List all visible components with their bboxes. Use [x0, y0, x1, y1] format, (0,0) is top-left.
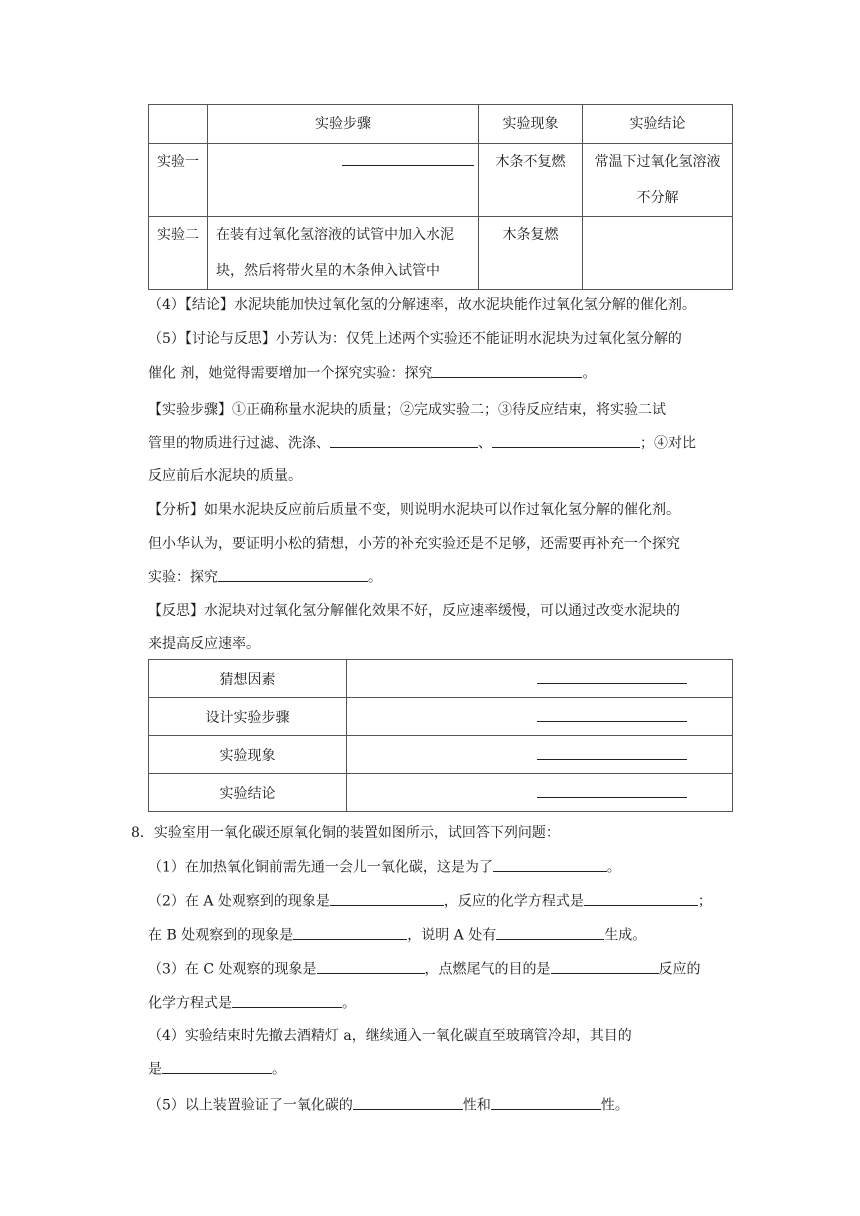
text-span: ，点燃尾气的目的是 [424, 961, 551, 978]
row-label: 猜想因素 [149, 660, 347, 698]
blank-cell [347, 774, 733, 812]
row-label: 实验结论 [149, 774, 347, 812]
answer-blank[interactable] [293, 924, 407, 940]
text-span: 是 [148, 1061, 162, 1078]
paragraph-conclusion: （4）【结论】水泥块能加快过氧化氢的分解速率，故水泥块能作过氧化氢分解的催化剂。 [148, 297, 696, 313]
question-8-part-4: （4）实验结束时先撤去酒精灯 a，继续通入一氧化碳直至玻璃管冷却，其目的 [148, 1028, 632, 1044]
blank-cell [347, 698, 733, 736]
step-line: 块，然后将带火星的木条伸入试管中 [216, 263, 440, 279]
experiment-table [148, 104, 733, 290]
answer-blank[interactable] [537, 745, 687, 761]
text-span: 生成。 [604, 927, 647, 944]
text-span: 反应的 [658, 961, 701, 978]
answer-blank[interactable] [317, 958, 425, 974]
phenomenon-cell: 木条复燃 [479, 217, 583, 290]
text-span: （5）以上装置验证了一氧化碳的 [148, 1097, 353, 1114]
table-row [149, 698, 733, 736]
answer-blank[interactable] [491, 1094, 601, 1110]
conclusion-cell [583, 144, 733, 217]
answer-blank[interactable] [496, 924, 604, 940]
text-span: 化学方程式是 [148, 995, 232, 1012]
text-span: 。 [606, 859, 621, 876]
table-row [149, 774, 733, 812]
text-span: ； [697, 893, 712, 910]
answer-blank[interactable] [342, 150, 474, 166]
text-span: （1）在加热氧化铜前需先通一会儿一氧化碳，这是为了 [148, 859, 493, 876]
answer-blank[interactable] [162, 1058, 272, 1074]
row-label: 实验现象 [149, 736, 347, 774]
paragraph-steps-cont [148, 432, 696, 453]
table-row [149, 736, 733, 774]
table-header-cell [149, 105, 208, 144]
table-row [149, 217, 733, 290]
step-cell [208, 217, 479, 290]
question-8-part-3 [148, 958, 701, 979]
text-span: ；④对比 [640, 435, 696, 452]
question-8-part-4-cont [148, 1058, 286, 1079]
answer-blank[interactable] [218, 566, 368, 582]
step-line: 在装有过氧化氢溶液的试管中加入水泥 [216, 227, 454, 243]
design-table [148, 659, 733, 812]
text-span: （3）在 C 处观察的现象是 [148, 961, 317, 978]
row-label: 实验二 [149, 217, 208, 290]
text-span: ，反应的化学方程式是 [443, 893, 584, 910]
table-header-cell: 实验结论 [583, 105, 733, 144]
paragraph-reflection: 【反思】水泥块对过氧化氢分解催化效果不好，反应速率缓慢，可以通过改变水泥块的 [148, 603, 680, 619]
paragraph-steps-end: 反应前后水泥块的质量。 [148, 468, 302, 484]
answer-blank[interactable] [584, 890, 698, 906]
table-header-row [149, 105, 733, 144]
text-span: 、 [478, 435, 492, 452]
question-8-part-2 [148, 890, 712, 911]
paragraph-analysis-end [148, 566, 382, 587]
row-label: 实验一 [149, 144, 208, 217]
paragraph-analysis: 【分析】如果水泥块反应前后质量不变，则说明水泥块可以作过氧化氢分解的催化剂。 [148, 502, 680, 518]
text-span: 催化 剂，她觉得需要增加一个探究实验：探究 [148, 365, 433, 382]
paragraph-reflection-cont: 来提高反应速率。 [148, 636, 260, 652]
paragraph-discussion: （5）【讨论与反思】小芳认为：仅凭上述两个实验还不能证明水泥块为过氧化氢分解的 [148, 331, 682, 347]
text-span: 。 [368, 569, 382, 586]
conclusion-cell [583, 217, 733, 290]
text-span: 在 B 处观察到的现象是 [148, 927, 294, 944]
answer-blank[interactable] [232, 992, 342, 1008]
table-header-cell: 实验现象 [479, 105, 583, 144]
paragraph-steps: 【实验步骤】①正确称量水泥块的质量；②完成实验二；③待反应结束，将实验二试 [148, 402, 666, 418]
question-8-part-3-cont [148, 992, 356, 1013]
blank-cell [347, 736, 733, 774]
conclusion-line: 不分解 [636, 190, 679, 206]
question-8-part-5 [148, 1094, 629, 1115]
paragraph-discussion-cont [148, 362, 596, 383]
answer-blank[interactable] [537, 783, 687, 799]
conclusion-line: 常温下过氧化氢溶液 [594, 154, 721, 170]
answer-blank[interactable] [537, 669, 687, 685]
answer-blank[interactable] [330, 890, 444, 906]
text-span: 。 [582, 365, 597, 382]
text-span: 。 [272, 1061, 286, 1078]
text-span: 实验：探究 [148, 569, 218, 586]
answer-blank[interactable] [492, 432, 640, 448]
question-8-part-2-cont [148, 924, 646, 945]
phenomenon-cell: 木条不复燃 [479, 144, 583, 217]
question-8-title: 8．实验室用一氧化碳还原氧化铜的装置如图所示，试回答下列问题： [131, 825, 560, 841]
text-span: （2）在 A 处观察到的现象是 [148, 893, 330, 910]
text-span: 性和 [462, 1097, 491, 1114]
text-span: 管里的物质进行过滤、洗涤、 [148, 435, 330, 452]
step-blank-cell [208, 144, 479, 217]
row-label: 设计实验步骤 [149, 698, 347, 736]
text-span: 。 [342, 995, 356, 1012]
table-row [149, 660, 733, 698]
answer-blank[interactable] [330, 432, 478, 448]
paragraph-analysis-cont: 但小华认为，要证明小松的猜想，小芳的补充实验还是不足够，还需要再补充一个探究 [148, 536, 680, 552]
text-span: ，说明 A 处有 [407, 927, 497, 944]
question-8-part-1 [148, 856, 621, 877]
blank-cell [347, 660, 733, 698]
table-header-cell: 实验步骤 [208, 105, 479, 144]
answer-blank[interactable] [537, 707, 687, 723]
answer-blank[interactable] [551, 958, 659, 974]
answer-blank[interactable] [493, 856, 607, 872]
text-span: 性。 [600, 1097, 629, 1114]
answer-blank[interactable] [432, 362, 582, 378]
table-row [149, 144, 733, 217]
answer-blank[interactable] [353, 1094, 463, 1110]
